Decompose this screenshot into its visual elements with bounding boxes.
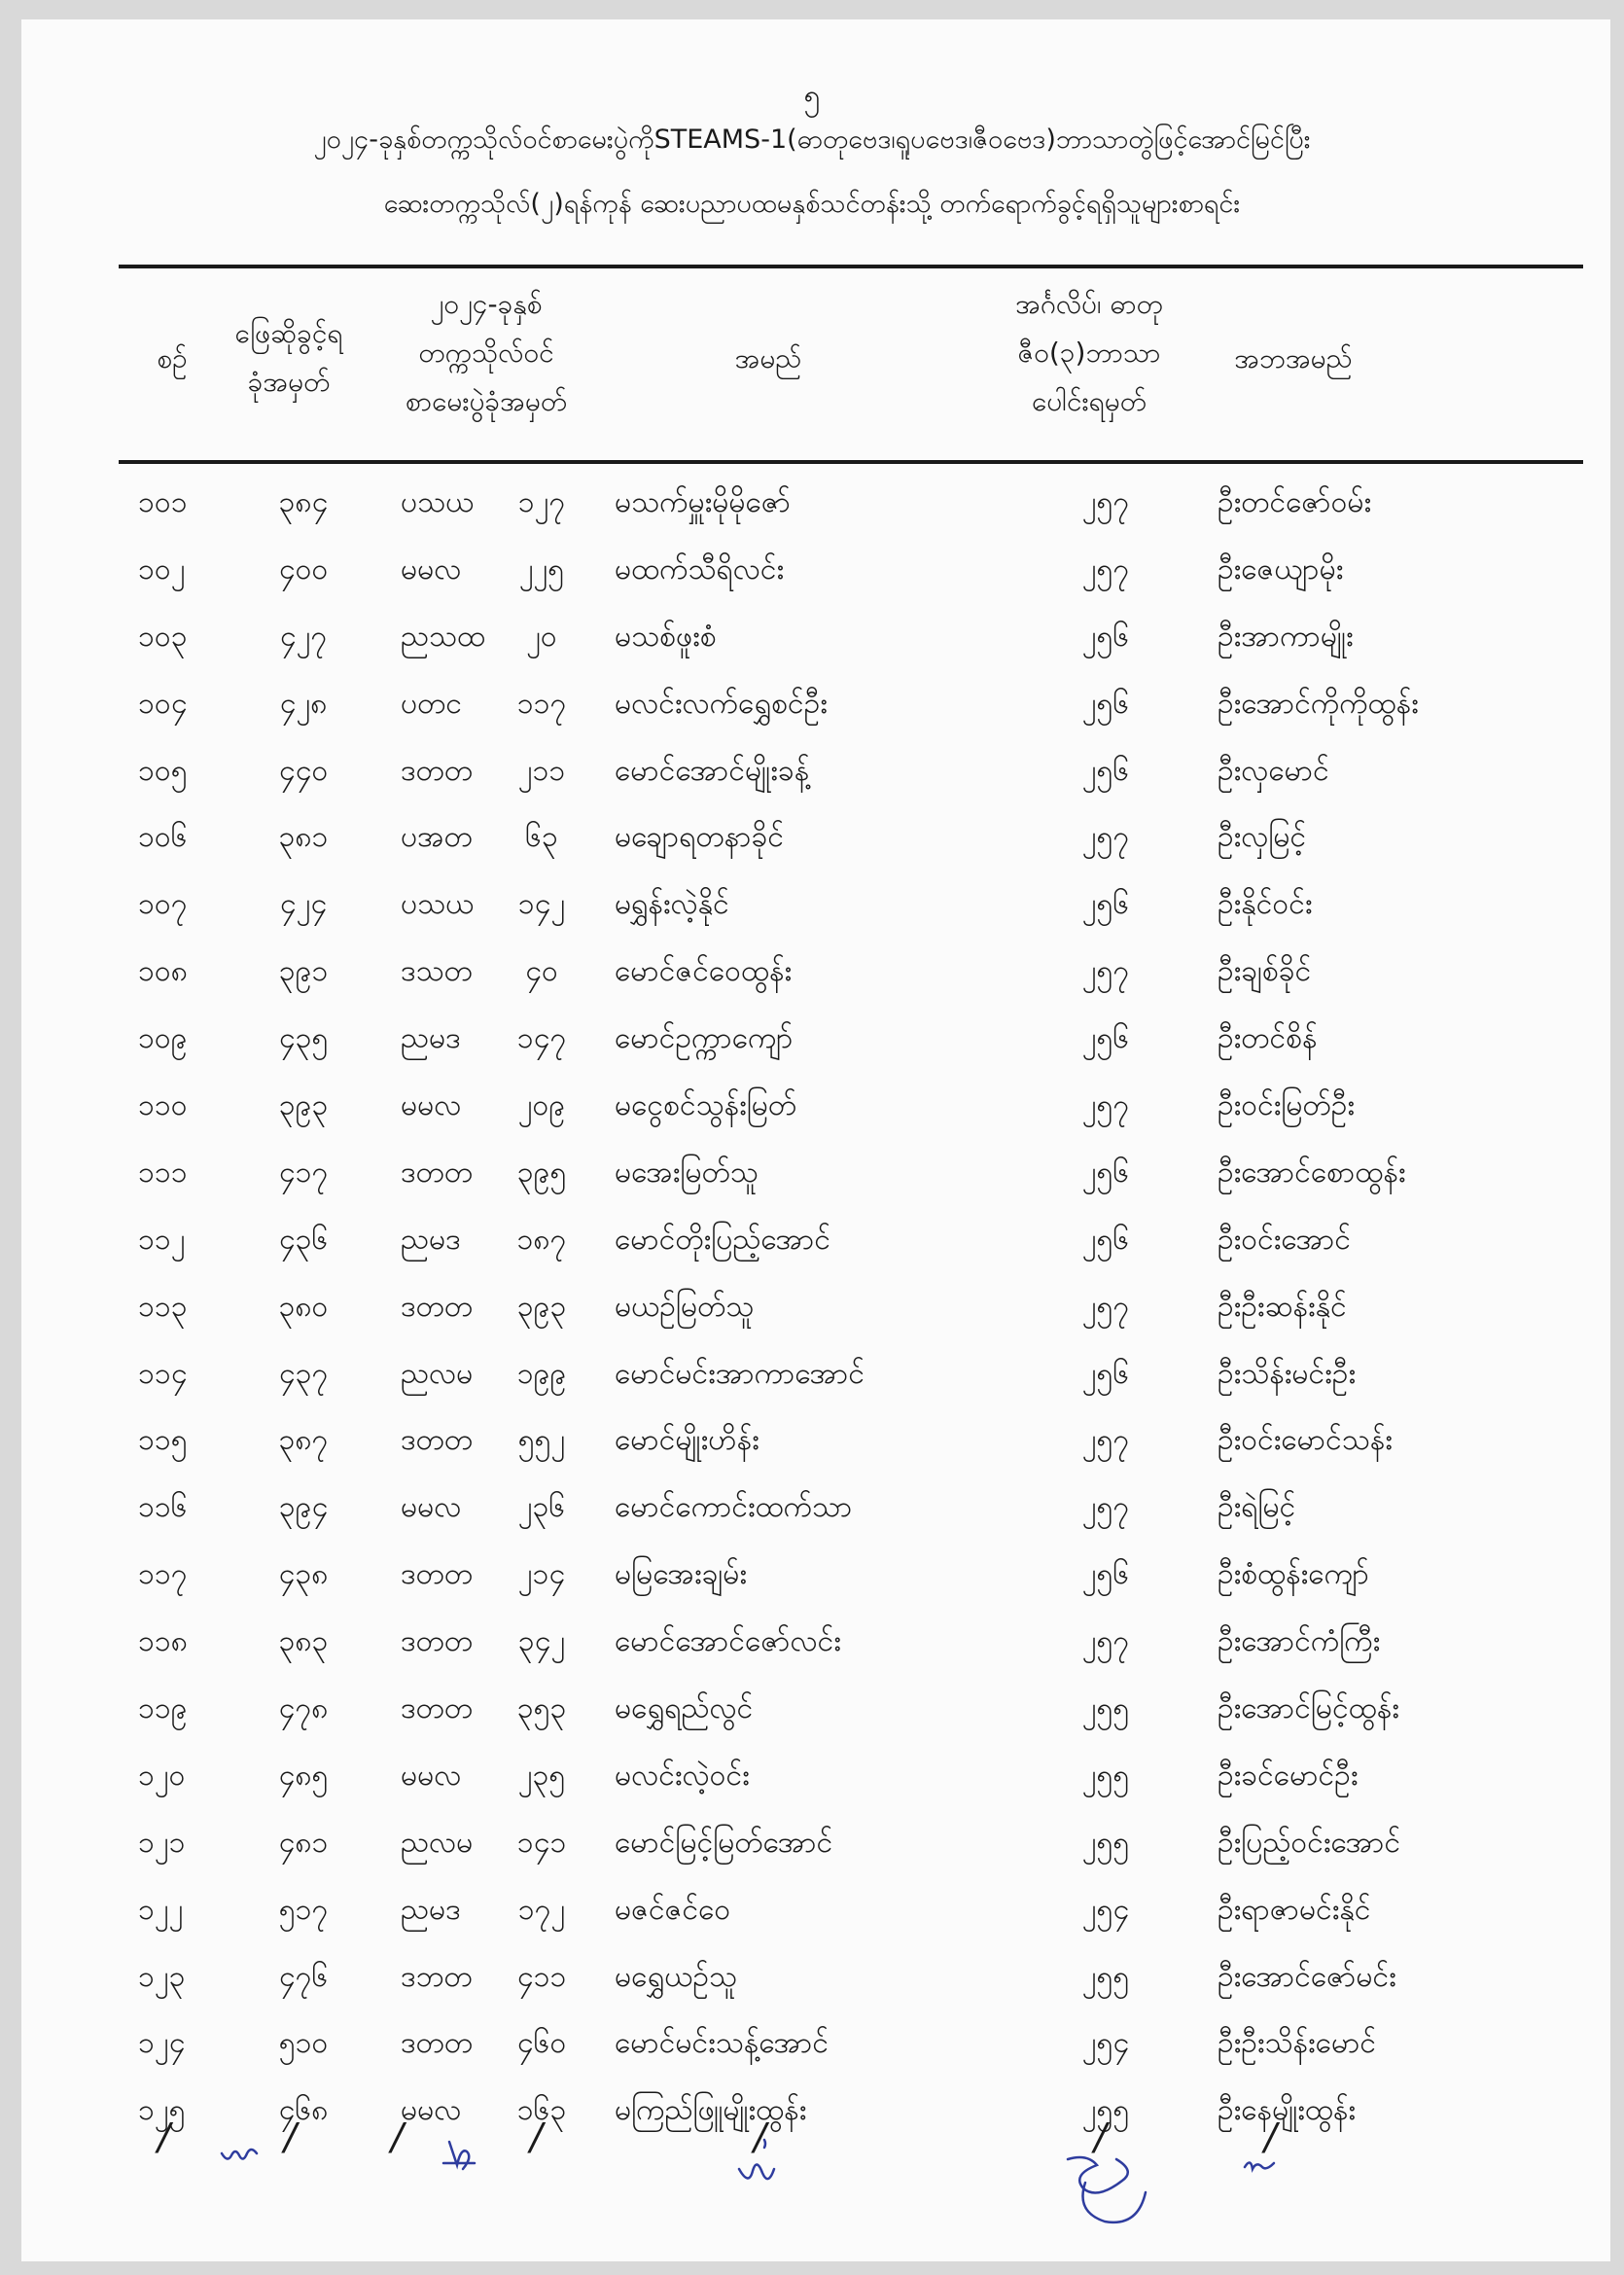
- cell-exam-no: ၂၂၅: [518, 551, 565, 587]
- cell-exam-no: ၃၉၅: [516, 1155, 567, 1190]
- cell-total-marks: ၂၅၅: [1081, 1690, 1130, 1725]
- cell-exam-no: ၁၄၇: [516, 1021, 567, 1056]
- header-exam-line: ၂၀၂၄-ခုနှစ်: [430, 288, 543, 320]
- cell-roll-no: ၃၈၄: [278, 484, 329, 519]
- cell-exam-no: ၁၄၂: [517, 887, 566, 922]
- header-no: စဉ်: [157, 342, 188, 374]
- cell-total-marks: ၂၅၆: [1081, 1356, 1130, 1391]
- cell-exam-code: ညလမ: [401, 1356, 474, 1391]
- column-tick: /: [158, 2115, 170, 2158]
- cell-exam-no: ၂၀: [526, 619, 557, 654]
- header-total-line: အင်္ဂလိပ်၊ ဓာတု: [1015, 288, 1163, 320]
- cell-exam-code: မမလ: [401, 1087, 462, 1122]
- cell-exam-code: ဒတတ: [401, 753, 474, 788]
- cell-name: မရွှေရည်လွင်: [615, 1690, 754, 1725]
- cell-total-marks: ၂၅၆: [1081, 753, 1130, 788]
- cell-father-name: ဦးချစ်ခိုင်: [1218, 954, 1312, 989]
- cell-total-marks: ၂၅၆: [1081, 1155, 1130, 1190]
- cell-father-name: ဦးဦးသိန်းမောင်: [1218, 2026, 1377, 2061]
- cell-serial-no: ၁၀၇: [138, 887, 188, 922]
- cell-serial-no: ၁၀၈: [138, 954, 188, 989]
- cell-roll-no: ၃၉၄: [278, 1490, 329, 1525]
- cell-serial-no: ၁၁၁: [138, 1155, 188, 1190]
- cell-total-marks: ၂၅၆: [1081, 887, 1130, 922]
- cell-serial-no: ၁၁၄: [138, 1356, 188, 1391]
- cell-serial-no: ၁၁၆: [138, 1490, 188, 1525]
- cell-name: မငွေစင်သွန်းမြတ်: [615, 1087, 797, 1122]
- signature-3: [739, 2140, 774, 2179]
- cell-name: မောင်အောင်ဇော်လင်း: [615, 1624, 841, 1659]
- table-row: [119, 1945, 1583, 2012]
- cell-name: မကြည်ဖြူမျိုးထွန်း: [615, 2093, 807, 2128]
- document-title-line-1: ၂၀၂၄-ခုနှစ်တက္ကသိုလ်ဝင်စာမေးပွဲကိုSTEAMS-1(ဓာတုဗေဒ၊ရူပဗေဒ၊ဇီဝဗေဒ)ဘာသာတွဲဖြင့်အောင်မြင်ပြီး: [313, 124, 1311, 155]
- cell-father-name: ဦးအောင်ကိုကိုထွန်း: [1218, 686, 1419, 721]
- cell-total-marks: ၂၅၇: [1081, 1289, 1130, 1324]
- cell-exam-code: မမလ: [401, 2093, 462, 2128]
- cell-roll-no: ၄၀၀: [278, 551, 329, 587]
- cell-serial-no: ၁၀၂: [138, 551, 186, 587]
- cell-exam-no: ၃၉၃: [516, 1289, 567, 1324]
- cell-father-name: ဦးလှမြင့်: [1218, 820, 1307, 855]
- cell-total-marks: ၂၅၄: [1081, 2026, 1130, 2061]
- cell-exam-code: ဒတတ: [401, 1155, 474, 1190]
- table-row: [119, 1811, 1583, 1878]
- column-tick: /: [1264, 2115, 1277, 2158]
- table-row: [119, 1475, 1583, 1543]
- cell-father-name: ဦးဝင်းမြတ်ဦး: [1218, 1087, 1356, 1122]
- cell-exam-no: ၂၃၆: [517, 1490, 566, 1525]
- cell-name: မသစ်ဖူးစံ: [615, 619, 717, 654]
- table-row: [119, 739, 1583, 806]
- cell-name: မယဉ်မြတ်သူ: [615, 1289, 755, 1324]
- table-row: [119, 1074, 1583, 1141]
- cell-roll-no: ၄၈၅: [278, 1758, 329, 1793]
- column-tick: /: [530, 2115, 543, 2158]
- cell-exam-code: ဒတတ: [401, 1289, 474, 1324]
- cell-exam-no: ၃၄၂: [517, 1624, 566, 1659]
- cell-name: မရွှန်းလဲ့နိုင်: [615, 887, 729, 922]
- cell-roll-no: ၄၆၈: [278, 2093, 329, 2128]
- header-roll: [206, 309, 371, 407]
- cell-father-name: ဦးပြည့်ဝင်းအောင်: [1218, 1825, 1401, 1860]
- table-row: [119, 1878, 1583, 1945]
- cell-exam-code: ပအတ: [401, 820, 473, 855]
- cell-roll-no: ၃၉၃: [278, 1087, 329, 1122]
- table-row: [119, 872, 1583, 940]
- cell-serial-no: ၁၁၅: [138, 1423, 188, 1458]
- column-tick: /: [391, 2115, 404, 2158]
- cell-serial-no: ၁၂၂: [138, 1892, 184, 1927]
- cell-exam-code: ပသယ: [401, 484, 475, 519]
- cell-exam-code: မမလ: [401, 1490, 462, 1525]
- cell-father-name: ဦးအာကာမျိုး: [1218, 619, 1354, 654]
- table-row: [119, 2011, 1583, 2079]
- table-row: [119, 1208, 1583, 1275]
- cell-name: မမြအေးချမ်း: [615, 1557, 747, 1592]
- cell-name: မောင်ဇင်ဝေထွန်း: [615, 954, 793, 989]
- signatures: [0, 2130, 1624, 2257]
- cell-roll-no: ၄၃၇: [278, 1356, 329, 1391]
- cell-serial-no: ၁၀၉: [138, 1021, 188, 1056]
- cell-father-name: ဦးခင်မောင်ဦး: [1218, 1758, 1359, 1793]
- cell-name: မောင်ကောင်းထက်သာ: [615, 1490, 853, 1525]
- cell-roll-no: ၄၂၇: [279, 619, 328, 654]
- cell-exam-no: ၂၃၅: [517, 1758, 566, 1793]
- cell-exam-no: ၅၅၂: [517, 1423, 566, 1458]
- cell-name: မချောရတနာခိုင်: [615, 820, 785, 855]
- cell-serial-no: ၁၀၆: [138, 820, 188, 855]
- cell-father-name: ဦးအောင်ဇော်မင်း: [1218, 1959, 1396, 1994]
- cell-exam-no: ၁၈၇: [516, 1222, 567, 1257]
- cell-total-marks: ၂၅၆: [1081, 1557, 1130, 1592]
- table-row: [119, 605, 1583, 672]
- cell-name: မထက်သီရိလင်း: [615, 551, 785, 587]
- cell-serial-no: ၁၁၉: [138, 1690, 188, 1725]
- cell-roll-no: ၄၂၈: [279, 686, 328, 721]
- cell-exam-code: ညသထ: [401, 619, 486, 654]
- cell-roll-no: ၄၇၈: [278, 1690, 329, 1725]
- cell-roll-no: ၃၉၁: [278, 954, 329, 989]
- cell-father-name: ဦးတင်ဇော်ဝမ်း: [1218, 484, 1372, 519]
- cell-roll-no: ၃၈၃: [278, 1624, 329, 1659]
- cell-exam-code: ညမဒ: [401, 1021, 461, 1056]
- cell-total-marks: ၂၅၇: [1081, 954, 1130, 989]
- table-row: [119, 1610, 1583, 1677]
- column-tick: /: [754, 2115, 766, 2158]
- cell-father-name: ဦးနိုင်ဝင်း: [1218, 887, 1313, 922]
- page-number: ၅: [803, 79, 821, 113]
- cell-exam-no: ၁၂၇: [517, 484, 566, 519]
- cell-roll-no: ၄၃၈: [278, 1557, 329, 1592]
- cell-serial-no: ၁၁၇: [138, 1557, 188, 1592]
- cell-exam-code: မမလ: [401, 551, 462, 587]
- cell-name: မလင်းလဲ့ဝင်း: [615, 1758, 750, 1793]
- cell-name: မောင်အောင်မျိုးခန့်: [615, 753, 810, 788]
- cell-name: မောင်ဥက္ကာကျော်: [615, 1021, 794, 1056]
- cell-father-name: ဦးအောင်စောထွန်း: [1218, 1155, 1406, 1190]
- cell-exam-code: ညမဒ: [401, 1222, 461, 1257]
- cell-exam-no: ၁၉၉: [516, 1356, 567, 1391]
- cell-total-marks: ၂၅၇: [1081, 551, 1130, 587]
- cell-name: မလင်းလက်ရွှေစင်ဦး: [615, 686, 828, 721]
- cell-exam-code: ဒတတ: [401, 1557, 474, 1592]
- cell-name: မရွှေယဉ်သူ: [615, 1959, 738, 1994]
- cell-father-name: ဦးဝင်းမောင်သန်း: [1218, 1423, 1393, 1458]
- table-row: [119, 1744, 1583, 1811]
- header-bottom-rule: [119, 460, 1583, 464]
- cell-exam-code: ပတင: [401, 686, 462, 721]
- cell-total-marks: ၂၅၆: [1081, 1222, 1130, 1257]
- cell-serial-no: ၁၂၁: [138, 1825, 186, 1860]
- table-row: [119, 1007, 1583, 1074]
- students-table: [119, 471, 1583, 2146]
- header-total-line: ဇီဝ(၃)ဘာသာ: [1017, 337, 1161, 369]
- cell-exam-code: ဒသတ: [401, 954, 473, 989]
- cell-name: မောင်တိုးပြည့်အောင်: [615, 1222, 831, 1257]
- cell-serial-no: ၁၂၃: [138, 1959, 186, 1994]
- cell-exam-no: ၁၇၂: [517, 1892, 566, 1927]
- cell-exam-no: ၂၁၁: [517, 753, 566, 788]
- cell-father-name: ဦးအောင်ကံကြီး: [1218, 1624, 1381, 1659]
- cell-total-marks: ၂၅၇: [1081, 484, 1130, 519]
- cell-father-name: ဦးရာဇာမင်းနိုင်: [1218, 1892, 1371, 1927]
- cell-exam-code: ညလမ: [401, 1825, 474, 1860]
- cell-exam-no: ၂၁၄: [517, 1557, 566, 1592]
- cell-exam-code: ညမဒ: [401, 1892, 461, 1927]
- cell-father-name: ဦးသိန်းမင်းဦး: [1218, 1356, 1357, 1391]
- cell-name: မောင်မင်းအာကာအောင်: [615, 1356, 865, 1391]
- table-row: [119, 471, 1583, 538]
- cell-father-name: ဦးတင်စိန်: [1218, 1021, 1318, 1056]
- cell-father-name: ဦးဝင်းအောင်: [1218, 1222, 1351, 1257]
- cell-total-marks: ၂၅၅: [1081, 2093, 1130, 2128]
- cell-exam-no: ၆၃: [525, 820, 558, 855]
- document-title-line-2: ဆေးတက္ကသိုလ်(၂)ရန်ကုန် ဆေးပညာပထမနှစ်သင်တန်းသို့ တက်ရောက်ခွင့်ရရှိသူများစာရင်း: [383, 189, 1241, 219]
- cell-serial-no: ၁၁၈: [138, 1624, 188, 1659]
- table-row: [119, 538, 1583, 605]
- table-row: [119, 940, 1583, 1007]
- table-row: [119, 1342, 1583, 1409]
- cell-roll-no: ၄၁၇: [278, 1155, 329, 1190]
- cell-exam-code: ဒတတ: [401, 1423, 474, 1458]
- cell-exam-code: ဒတတ: [401, 1624, 474, 1659]
- cell-roll-no: ၃၈၀: [278, 1289, 329, 1324]
- signature-2: [443, 2142, 475, 2169]
- header-exam-line: တက္ကသိုလ်ဝင်: [418, 337, 554, 369]
- cell-total-marks: ၂၅၇: [1081, 1087, 1130, 1122]
- cell-total-marks: ၂၅၇: [1081, 1624, 1130, 1659]
- cell-exam-no: ၃၅၃: [516, 1690, 567, 1725]
- table-row: [119, 1543, 1583, 1610]
- header-top-rule: [119, 265, 1583, 268]
- table-row: [119, 1275, 1583, 1342]
- cell-total-marks: ၂၅၇: [1081, 1490, 1130, 1525]
- cell-serial-no: ၁၂၄: [138, 2026, 186, 2061]
- cell-name: မဇင်ဇင်ဝေ: [615, 1892, 731, 1927]
- cell-father-name: ဦးဦးဆန်းနိုင်: [1218, 1289, 1347, 1324]
- cell-total-marks: ၂၅၆: [1081, 619, 1130, 654]
- signature-4: [1068, 2157, 1146, 2222]
- signature-1: [222, 2150, 257, 2159]
- cell-serial-no: ၁၂၅: [138, 2093, 186, 2128]
- table-row: [119, 805, 1583, 872]
- cell-serial-no: ၁၂၀: [138, 1758, 186, 1793]
- cell-roll-no: ၄၈၁: [278, 1825, 329, 1860]
- cell-roll-no: ၄၄၀: [278, 753, 329, 788]
- cell-roll-no: ၄၇၆: [278, 1959, 329, 1994]
- header-name: အမည်: [734, 342, 802, 374]
- cell-roll-no: ၃၈၁: [278, 820, 329, 855]
- cell-serial-no: ၁၀၃: [138, 619, 188, 654]
- cell-total-marks: ၂၅၄: [1081, 1892, 1130, 1927]
- cell-exam-no: ၁၆၃: [516, 2093, 567, 2128]
- cell-serial-no: ၁၀၁: [138, 484, 188, 519]
- cell-roll-no: ၃၈၇: [278, 1423, 329, 1458]
- cell-roll-no: ၄၃၆: [278, 1222, 329, 1257]
- cell-exam-code: ဒတတ: [401, 2026, 474, 2061]
- cell-exam-code: ဒဘတ: [401, 1959, 473, 1994]
- cell-serial-no: ၁၀၅: [138, 753, 188, 788]
- header-total-line: ပေါင်းရမှတ်: [1032, 385, 1147, 417]
- cell-exam-no: ၂၀၉: [517, 1087, 566, 1122]
- header-roll-line: ခုံအမှတ်: [247, 366, 331, 398]
- cell-total-marks: ၂၅၇: [1081, 820, 1130, 855]
- table-row: [119, 1408, 1583, 1475]
- cell-exam-code: ပသယ: [401, 887, 475, 922]
- signature-5: [1245, 2162, 1274, 2169]
- cell-father-name: ဦးစံထွန်းကျော်: [1218, 1557, 1370, 1592]
- table-row: [119, 672, 1583, 739]
- cell-roll-no: ၄၂၄: [279, 887, 328, 922]
- cell-serial-no: ၁၁၀: [138, 1087, 188, 1122]
- cell-father-name: ဦးနေမျိုးထွန်း: [1218, 2093, 1357, 2128]
- cell-total-marks: ၂၅၅: [1081, 1959, 1130, 1994]
- cell-serial-no: ၁၁၃: [138, 1289, 188, 1324]
- cell-roll-no: ၅၁၇: [278, 1892, 329, 1927]
- cell-total-marks: ၂၅၆: [1081, 686, 1130, 721]
- cell-total-marks: ၂၅၇: [1081, 1423, 1130, 1458]
- cell-roll-no: ၄၃၅: [278, 1021, 329, 1056]
- cell-name: မောင်မျိုးဟိန်း: [615, 1423, 759, 1458]
- table-row: [119, 1141, 1583, 1208]
- cell-total-marks: ၂၅၅: [1081, 1758, 1130, 1793]
- cell-total-marks: ၂၅၆: [1081, 1021, 1130, 1056]
- cell-exam-code: မမလ: [401, 1758, 462, 1793]
- cell-exam-no: ၄၆၀: [516, 2026, 567, 2061]
- header-father: အဘအမည်: [1234, 342, 1353, 374]
- table-row: [119, 1677, 1583, 1744]
- cell-roll-no: ၅၁၀: [278, 2026, 329, 2061]
- column-tick: /: [284, 2115, 297, 2158]
- cell-father-name: ဦးလှမောင်: [1218, 753, 1329, 788]
- header-total: [948, 280, 1230, 426]
- header-exam: [360, 280, 613, 426]
- cell-serial-no: ၁၁၂: [138, 1222, 186, 1257]
- cell-name: မသက်မှူးမိုမိုဇော်: [615, 484, 791, 519]
- cell-exam-code: ဒတတ: [401, 1690, 474, 1725]
- cell-name: မောင်မင်းသန့်အောင်: [615, 2026, 829, 2061]
- header-roll-line: ဖြေဆိုခွင့်ရ: [234, 317, 343, 349]
- cell-exam-no: ၁၄၁: [516, 1825, 567, 1860]
- cell-serial-no: ၁၀၄: [138, 686, 188, 721]
- column-tick: /: [1094, 2115, 1107, 2158]
- cell-name: မအေးမြတ်သူ: [615, 1155, 759, 1190]
- cell-exam-no: ၁၁၇: [516, 686, 567, 721]
- cell-exam-no: ၄၀: [525, 954, 558, 989]
- header-exam-line: စာမေးပွဲခုံအမှတ်: [405, 385, 568, 417]
- cell-father-name: ဦးအောင်မြင့်ထွန်း: [1218, 1690, 1399, 1725]
- cell-total-marks: ၂၅၅: [1081, 1825, 1130, 1860]
- cell-father-name: ဦးရဲမြင့်: [1218, 1490, 1296, 1525]
- cell-father-name: ဦးဇေယျာမိုး: [1218, 551, 1344, 587]
- cell-name: မောင်မြင့်မြတ်အောင်: [615, 1825, 833, 1860]
- students-table-body: [119, 471, 1583, 2146]
- cell-exam-no: ၄၁၁: [516, 1959, 567, 1994]
